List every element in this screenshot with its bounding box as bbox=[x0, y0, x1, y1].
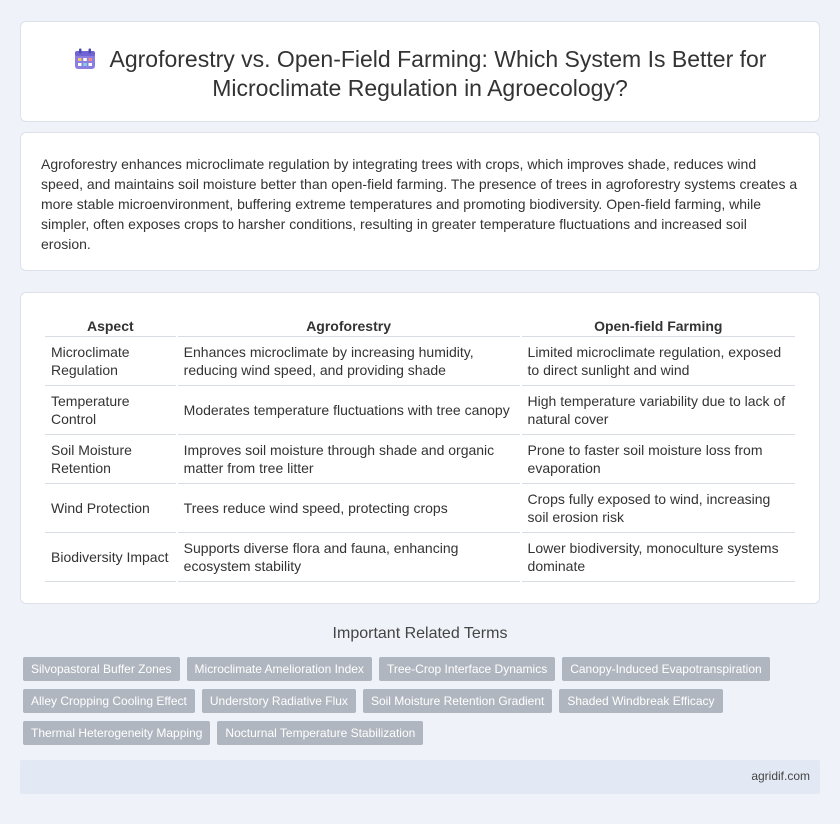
title-card bbox=[20, 21, 820, 122]
related-terms-title: Important Related Terms bbox=[332, 625, 508, 642]
cell-open-field: Lower biodiversity, monoculture systems dominate bbox=[522, 533, 795, 582]
cell-aspect: Microclimate Regulation bbox=[45, 337, 176, 386]
cell-aspect: Biodiversity Impact bbox=[45, 533, 176, 582]
header-aspect: Aspect bbox=[45, 315, 176, 337]
summary-paragraph: Agroforestry enhances microclimate regulation by integrating trees with crops, which improves shade, reduces wind speed, and maintains soil moisture better than open-field farming. The presence of trees in agroforestry systems creates a more stable microenvironment, buffering extreme temperatures and promoting biodiversity. Open-field farming, while simpler, often exposes crops to harsher conditions, resulting in greater temperature fluctuations and increased soil erosion. bbox=[41, 156, 798, 252]
cell-open-field: Limited microclimate regulation, exposed to direct sunlight and wind bbox=[522, 337, 795, 386]
header-open-field: Open-field Farming bbox=[522, 315, 795, 337]
footer-site-link[interactable]: agridif.com bbox=[751, 769, 810, 783]
footer-bar bbox=[20, 760, 820, 794]
table-row bbox=[45, 435, 795, 484]
related-term-tag[interactable]: Microclimate Amelioration Index bbox=[187, 657, 372, 681]
related-term-tag[interactable]: Alley Cropping Cooling Effect bbox=[23, 689, 195, 713]
table-header-row bbox=[45, 315, 795, 337]
page-title bbox=[21, 45, 819, 103]
comparison-card bbox=[20, 292, 820, 604]
header-agroforestry: Agroforestry bbox=[178, 315, 520, 337]
related-term-tag[interactable]: Silvopastoral Buffer Zones bbox=[23, 657, 180, 681]
cell-agroforestry: Supports diverse flora and fauna, enhancing ecosystem stability bbox=[178, 533, 520, 582]
related-term-tag[interactable]: Tree-Crop Interface Dynamics bbox=[379, 657, 555, 681]
cell-aspect: Temperature Control bbox=[45, 386, 176, 435]
cell-agroforestry: Enhances microclimate by increasing humidity, reducing wind speed, and providing shade bbox=[178, 337, 520, 386]
cell-agroforestry: Moderates temperature fluctuations with tree canopy bbox=[178, 386, 520, 435]
table-row bbox=[45, 484, 795, 533]
related-term-tag[interactable]: Thermal Heterogeneity Mapping bbox=[23, 721, 210, 745]
summary-card bbox=[20, 132, 820, 271]
related-term-tag[interactable]: Understory Radiative Flux bbox=[202, 689, 356, 713]
related-term-tag[interactable]: Shaded Windbreak Efficacy bbox=[559, 689, 722, 713]
related-term-tag[interactable]: Nocturnal Temperature Stabilization bbox=[217, 721, 423, 745]
cell-open-field: Crops fully exposed to wind, increasing soil erosion risk bbox=[522, 484, 795, 533]
table-row bbox=[45, 337, 795, 386]
table-row bbox=[45, 386, 795, 435]
calendar-grid-icon bbox=[74, 48, 96, 70]
cell-aspect: Wind Protection bbox=[45, 484, 176, 533]
related-term-tag[interactable]: Soil Moisture Retention Gradient bbox=[363, 689, 552, 713]
title-line-2: Microclimate Regulation in Agroecology? bbox=[212, 75, 628, 101]
table-row bbox=[45, 533, 795, 582]
cell-agroforestry: Trees reduce wind speed, protecting crops bbox=[178, 484, 520, 533]
cell-aspect: Soil Moisture Retention bbox=[45, 435, 176, 484]
related-term-tag[interactable]: Canopy-Induced Evapotranspiration bbox=[562, 657, 769, 681]
cell-agroforestry: Improves soil moisture through shade and organic matter from tree litter bbox=[178, 435, 520, 484]
comparison-table bbox=[43, 315, 797, 582]
related-terms-list bbox=[23, 657, 823, 745]
title-line-1: Agroforestry vs. Open-Field Farming: Which System Is Better for bbox=[109, 46, 767, 72]
cell-open-field: Prone to faster soil moisture loss from evaporation bbox=[522, 435, 795, 484]
cell-open-field: High temperature variability due to lack of natural cover bbox=[522, 386, 795, 435]
